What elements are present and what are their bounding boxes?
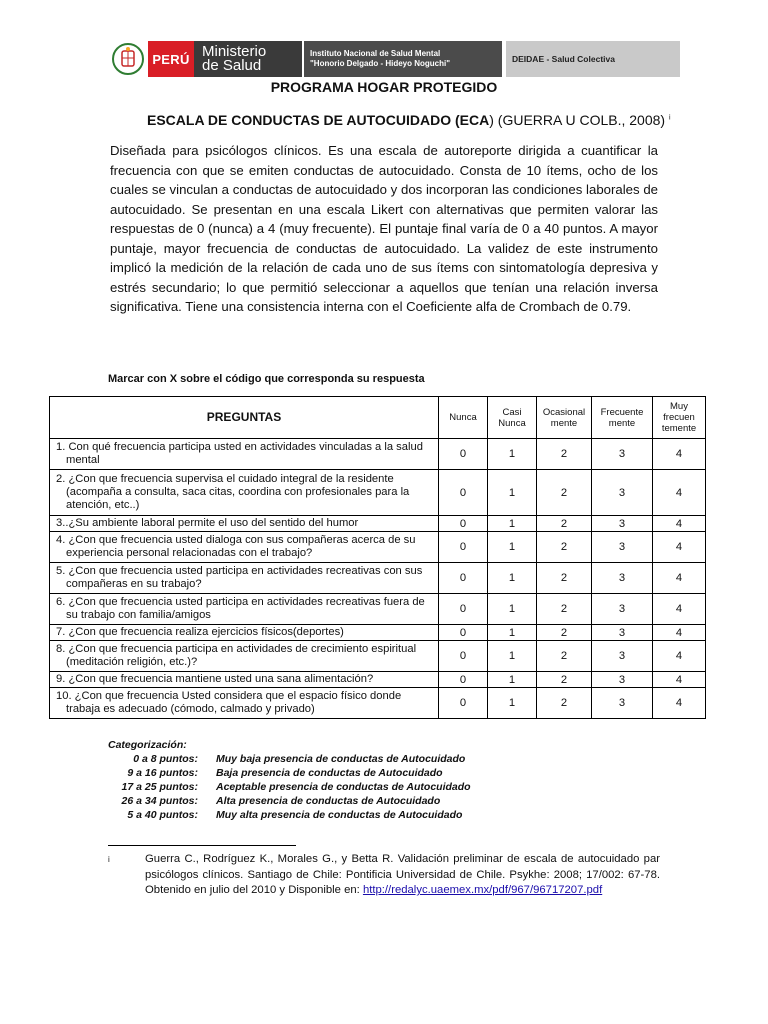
category-range: 17 a 25 puntos: [121, 781, 198, 793]
scale-title-bold: ESCALA DE CONDUCTAS DE AUTOCUIDADO (ECA [147, 112, 490, 128]
answer-code-1[interactable]: 1 [488, 688, 537, 719]
table-row [50, 672, 706, 688]
footnote [108, 852, 660, 899]
category-row [108, 808, 471, 822]
instituto-block [304, 41, 502, 77]
answer-code-3[interactable]: 3 [592, 470, 653, 516]
question-cell [50, 672, 439, 688]
answer-code-0[interactable]: 0 [439, 532, 488, 563]
description-paragraph: Diseñada para psicólogos clínicos. Es una escala de autoreporte dirigida a cuantificar la frecuencia con que se emiten conductas de autocuidado. Consta de 10 ítems, ocho de los cuales se vinculan a conductas de autocuidado y dos incorporan las condiciones laborales de autocuidado. Se presentan en una escala Likert con alternativas que permiten valorar las respuestas de 0 (nunca) a 4 (muy frecuente). El puntaje final varía de 0 a 40 puntos. A mayor puntaje, mayor frecuencia de conductas de autocuidado. La validez de este instrumento implicó la medición de la relación de cada uno de sus ítems con sintomatología depresiva y estrés secundario; lo que permitió seleccionar a aquellos que tenían una relación inversa significativa. Tiene una consistencia interna con el Coeficiente alfa de Crombach de 0.79. [110, 143, 658, 314]
scale-table [49, 396, 706, 719]
category-label: Aceptable presencia de conductas de Autocuidado [216, 781, 471, 793]
answer-code-2[interactable]: 2 [537, 641, 592, 672]
answer-code-0[interactable]: 0 [439, 470, 488, 516]
answer-code-4[interactable]: 4 [653, 439, 706, 470]
question-line1: 4. ¿Con que frecuencia usted dialoga con sus compañeras acerca de su [56, 534, 416, 546]
question-line2: mental [66, 454, 100, 466]
question-line2: (acompaña a consulta, saca citas, coordina con profesionales para la [66, 486, 410, 498]
category-range: 9 a 16 puntos: [127, 767, 198, 779]
answer-code-1[interactable]: 1 [488, 532, 537, 563]
header-frecuente-line2: mente [608, 417, 636, 429]
header-muy-frecuente [653, 397, 706, 439]
answer-code-1[interactable]: 1 [488, 439, 537, 470]
footnote-text: Guerra C., Rodríguez K., Morales G., y Betta R. Validación preliminar de escala de autocuidado par psicólogos clínicos. Santiago de Chile: Pontificia Universidad de Chile. Psykhe: 2008; 17/002: 67-78. Obtenido en julio del 2010 y Disponible en: [145, 853, 660, 896]
answer-code-2[interactable]: 2 [537, 516, 592, 532]
deidae-label: DEIDAE - Salud Colectiva [506, 41, 680, 77]
answer-code-3[interactable]: 3 [592, 641, 653, 672]
answer-code-4[interactable]: 4 [653, 470, 706, 516]
peru-label: PERÚ [148, 41, 194, 77]
answer-code-2[interactable]: 2 [537, 532, 592, 563]
header-ocasional-line1: Ocasional [542, 406, 586, 418]
question-line2: trabaja es adecuado (cómodo, calmado y privado) [66, 703, 315, 715]
header-ocasional-line2: mente [550, 417, 578, 429]
answer-code-0[interactable]: 0 [439, 625, 488, 641]
answer-code-0[interactable]: 0 [439, 439, 488, 470]
question-line1: 8. ¿Con que frecuencia participa en actividades de crecimiento espiritual [56, 643, 417, 655]
table-row [50, 563, 706, 594]
answer-code-1[interactable]: 1 [488, 625, 537, 641]
answer-code-1[interactable]: 1 [488, 516, 537, 532]
answer-code-0[interactable]: 0 [439, 516, 488, 532]
question-line1: 7. ¿Con que frecuencia realiza ejercicios físicos(deportes) [56, 626, 344, 638]
ministerio-line2: de Salud [202, 57, 262, 74]
peru-crest-icon [108, 41, 148, 77]
answer-code-1[interactable]: 1 [488, 470, 537, 516]
ministerio-block [194, 41, 302, 77]
answer-code-3[interactable]: 3 [592, 563, 653, 594]
answer-code-2[interactable]: 2 [537, 563, 592, 594]
answer-code-1[interactable]: 1 [488, 594, 537, 625]
answer-code-2[interactable]: 2 [537, 625, 592, 641]
instituto-line1: Instituto Nacional de Salud Mental [310, 49, 441, 58]
answer-code-4[interactable]: 4 [653, 688, 706, 719]
table-row [50, 439, 706, 470]
question-cell [50, 625, 439, 641]
header-nunca-text: Nunca [449, 412, 477, 423]
ministerio-line1: Ministerio [202, 43, 267, 60]
question-line1: 10. ¿Con que frecuencia Usted considera que el espacio físico donde [56, 690, 402, 702]
footnote-link[interactable]: http://redalyc.uaemex.mx/pdf/967/96717207.pdf [362, 884, 603, 896]
category-range: 0 a 8 puntos: [133, 753, 198, 765]
category-label: Baja presencia de conductas de Autocuidado [216, 767, 443, 779]
header-nunca [439, 397, 488, 439]
question-line3: atención, etc..) [66, 499, 140, 511]
header-casi-nunca [488, 397, 537, 439]
answer-code-3[interactable]: 3 [592, 516, 653, 532]
answer-code-0[interactable]: 0 [439, 641, 488, 672]
header-muy-line3: temente [661, 423, 697, 434]
scale-title-normal: ) (GUERRA U COLB., 2008) [489, 112, 666, 128]
category-label: Muy alta presencia de conductas de Autocuidado [216, 809, 463, 821]
category-label: Muy baja presencia de conductas de Autocuidado [216, 753, 466, 765]
question-cell [50, 641, 439, 672]
answer-code-3[interactable]: 3 [592, 594, 653, 625]
category-row [108, 766, 471, 780]
header-muy-line2: frecuen [663, 412, 695, 423]
header-ocasional [537, 397, 592, 439]
question-line2: compañeras en su trabajo? [66, 578, 202, 590]
table-row [50, 641, 706, 672]
table-row [50, 688, 706, 719]
answer-code-3[interactable]: 3 [592, 688, 653, 719]
answer-code-2[interactable]: 2 [537, 439, 592, 470]
answer-code-0[interactable]: 0 [439, 688, 488, 719]
answer-code-2[interactable]: 2 [537, 672, 592, 688]
category-label: Alta presencia de conductas de Autocuidado [216, 795, 441, 807]
category-row [108, 780, 471, 794]
category-row [108, 752, 471, 766]
answer-code-4[interactable]: 4 [653, 625, 706, 641]
question-cell [50, 439, 439, 470]
answer-code-4[interactable]: 4 [653, 641, 706, 672]
table-row [50, 625, 706, 641]
header-banner [108, 41, 680, 77]
question-cell [50, 594, 439, 625]
header-muy-line1: Muy [670, 401, 688, 412]
footnote-mark: i [108, 855, 110, 864]
question-cell [50, 532, 439, 563]
question-line1: 9. ¿Con que frecuencia mantiene usted una sana alimentación? [56, 673, 374, 685]
answer-code-3[interactable]: 3 [592, 532, 653, 563]
table-row [50, 516, 706, 532]
scale-title-note-mark: i [668, 114, 671, 122]
answer-code-4[interactable]: 4 [653, 563, 706, 594]
answer-code-2[interactable]: 2 [537, 688, 592, 719]
category-row [108, 794, 471, 808]
scale-title [147, 112, 671, 128]
question-line1: 2. ¿Con que frecuencia supervisa el cuidado integral de la residente [56, 473, 394, 485]
header-frecuente [592, 397, 653, 439]
question-line1: 3..¿Su ambiente laboral permite el uso del sentido del humor [56, 517, 359, 529]
header-preguntas: PREGUNTAS [50, 397, 439, 439]
answer-code-1[interactable]: 1 [488, 563, 537, 594]
category-range: 26 a 34 puntos: [121, 795, 198, 807]
instruction-text: Marcar con X sobre el código que corresponda su respuesta [108, 373, 425, 385]
header-casi-line2: Nunca [498, 417, 526, 429]
answer-code-2[interactable]: 2 [537, 594, 592, 625]
answer-code-3[interactable]: 3 [592, 672, 653, 688]
answer-code-3[interactable]: 3 [592, 439, 653, 470]
answer-code-4[interactable]: 4 [653, 516, 706, 532]
answer-code-0[interactable]: 0 [439, 672, 488, 688]
table-row [50, 532, 706, 563]
footnote-separator [108, 845, 296, 846]
header-casi-line1: Casi [502, 406, 522, 418]
categorization-title: Categorización: [108, 739, 187, 751]
answer-code-1[interactable]: 1 [488, 672, 537, 688]
answer-code-0[interactable]: 0 [439, 563, 488, 594]
question-line1: 1. Con qué frecuencia participa usted en actividades vinculadas a la salud [56, 441, 423, 453]
question-cell [50, 563, 439, 594]
answer-code-3[interactable]: 3 [592, 625, 653, 641]
question-line2: experiencia personal relacionadas con el trabajo? [66, 547, 313, 559]
table-row [50, 594, 706, 625]
answer-code-1[interactable]: 1 [488, 641, 537, 672]
program-title: PROGRAMA HOGAR PROTEGIDO [270, 79, 498, 95]
header-frecuente-line1: Frecuente [600, 406, 644, 418]
instituto-line2: "Honorio Delgado - Hideyo Noguchi" [310, 59, 451, 68]
table-row [50, 470, 706, 516]
question-line1: 6. ¿Con que frecuencia usted participa en actividades recreativas fuera de [56, 596, 425, 608]
question-cell [50, 688, 439, 719]
table-header-row [50, 397, 706, 439]
answer-code-0[interactable]: 0 [439, 594, 488, 625]
answer-code-2[interactable]: 2 [537, 470, 592, 516]
answer-code-4[interactable]: 4 [653, 532, 706, 563]
question-cell [50, 516, 439, 532]
question-line2: (meditación religión, etc.)? [66, 656, 198, 668]
category-range: 5 a 40 puntos: [127, 809, 198, 821]
question-line2: su trabajo con familia/amigos [66, 609, 211, 621]
question-cell [50, 470, 439, 516]
answer-code-4[interactable]: 4 [653, 672, 706, 688]
categorization-block [108, 739, 471, 822]
question-line1: 5. ¿Con que frecuencia usted participa en actividades recreativas con sus [56, 565, 423, 577]
answer-code-4[interactable]: 4 [653, 594, 706, 625]
